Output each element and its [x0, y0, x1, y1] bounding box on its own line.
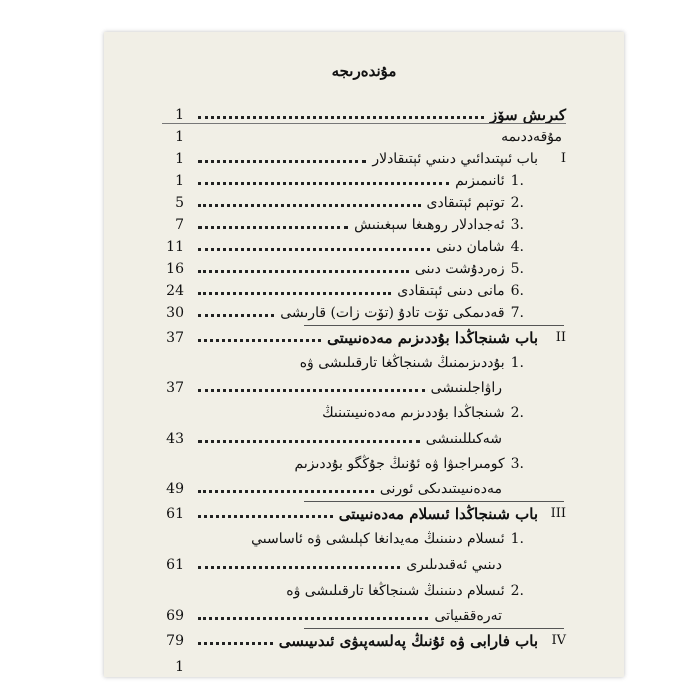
dot-leader: [198, 200, 421, 207]
toc-page-number: 79: [166, 633, 184, 649]
section-rule: [304, 325, 564, 326]
toc-entry: [162, 192, 566, 214]
toc-entry-content: [190, 478, 566, 500]
toc-entry: [162, 453, 566, 475]
toc-entry-title: زەردۇشت دىنى: [414, 261, 505, 277]
toc-entry: [162, 554, 566, 576]
toc-entry-content: [190, 126, 566, 148]
toc-entry: [162, 327, 566, 349]
section-number: 2.: [510, 195, 524, 211]
toc-entry-title: باب ئىپتىدائىي دىنىي ئېتىقادلار: [372, 151, 538, 167]
toc-entry-title: مانى دىنى ئېتىقادى: [397, 283, 505, 299]
toc-entry-title: توتېم ئېتىقادى: [426, 195, 505, 211]
toc-entry: [162, 258, 566, 280]
toc-entry: [162, 377, 566, 399]
toc-entry-title: دىنىي ئەقىدىلىرى: [406, 557, 502, 573]
section-number: 5.: [510, 261, 524, 277]
section-number: 6.: [510, 283, 524, 299]
toc-entry-title: باب فارابى ۋە ئۇنىڭ پەلسەپىۋى ئىدىيىسى: [278, 632, 538, 650]
dot-leader: [198, 288, 391, 295]
toc-entry-content: [190, 148, 566, 170]
toc-entry: [162, 148, 566, 170]
toc-entry-content: [190, 377, 566, 399]
toc-entry-content: [190, 605, 566, 627]
toc-page-number: 61: [166, 557, 184, 573]
section-number: 2.: [510, 405, 524, 421]
toc-page-number: 16: [166, 261, 184, 277]
toc-entry-content: [190, 503, 566, 525]
section-number: 3.: [510, 217, 524, 233]
dot-leader: [198, 436, 420, 443]
toc-page-number: 43: [166, 431, 184, 447]
toc-entry-title: تەرەققىياتى: [434, 608, 502, 624]
toc-entry: [162, 302, 566, 324]
toc-entry-content: [190, 630, 566, 652]
toc-entry: [162, 402, 566, 424]
toc-entry: [162, 236, 566, 258]
toc-entry-title: ئىسلام دىنىنىڭ شىنجاڭغا تارقىلىشى ۋە: [286, 583, 505, 599]
chapter-roman-numeral: II: [555, 330, 566, 345]
toc-page-number: 1: [175, 107, 184, 123]
toc-entry: [162, 503, 566, 525]
toc-entry-title: بۇددىزىمنىڭ شىنجاڭغا تارقىلىشى ۋە: [299, 355, 505, 371]
toc-entry-title: باب شىنجاڭدا ئىسلام مەدەنىيىتى: [338, 505, 538, 523]
chapter-roman-numeral: I: [560, 151, 566, 166]
toc-entry-content: [190, 170, 566, 192]
toc-entry-title: ئانىمىزىم: [455, 173, 505, 189]
dot-leader: [198, 562, 400, 569]
section-rule: [304, 501, 564, 502]
toc-page-number: 1: [175, 659, 184, 675]
toc-entry-title: قەدىمكى تۆت تادۇ (تۆت زات) قارىشى: [280, 305, 505, 321]
section-number: 3.: [510, 456, 524, 472]
section-number: 1.: [510, 531, 524, 547]
toc-entry: [162, 104, 566, 126]
toc-entry-title: ئەجدادلار روھىغا سېغىنىش: [354, 217, 505, 233]
dot-leader: [198, 613, 428, 620]
toc-page-number: 5: [175, 195, 184, 211]
toc-entry: [162, 280, 566, 302]
toc-page-number: 37: [166, 330, 184, 346]
toc-title: مۇندەرىجە: [331, 62, 397, 80]
toc-entry: [162, 170, 566, 192]
toc-entry: [162, 656, 566, 677]
section-number: 7.: [510, 305, 524, 321]
toc-entry-content: [190, 580, 566, 602]
section-number: 4.: [510, 239, 524, 255]
dot-leader: [198, 266, 409, 273]
toc-entry-content: [190, 402, 566, 424]
toc-entry-content: [190, 280, 566, 302]
section-number: 1.: [510, 173, 524, 189]
dot-leader: [198, 112, 484, 119]
toc-entry-content: [190, 327, 566, 349]
toc-entry-title: مۇقەددىمە: [501, 129, 562, 145]
toc-entry-title: كومىراجىۋا ۋە ئۇنىڭ جۇڭگو بۇددىزىم: [294, 456, 505, 472]
dot-leader: [198, 486, 374, 493]
dot-leader: [198, 310, 274, 317]
dot-leader: [198, 638, 273, 645]
toc-page-number: 24: [166, 283, 184, 299]
toc-entry: [162, 580, 566, 602]
toc-entry-content: [190, 528, 566, 550]
toc-entry: [162, 214, 566, 236]
toc-entry-title: مەدەنىيىتىدىكى ئورنى: [379, 481, 502, 497]
toc-entry-content: [190, 258, 566, 280]
dot-leader: [198, 178, 449, 185]
dot-leader: [198, 222, 348, 229]
toc-page-number: 49: [166, 481, 184, 497]
toc-entry-content: [190, 192, 566, 214]
dot-leader: [198, 511, 333, 518]
toc-page-number: 1: [175, 129, 184, 145]
dot-leader: [198, 385, 425, 392]
toc-page-number: 30: [166, 305, 184, 321]
toc-page-number: 69: [166, 608, 184, 624]
toc-page-number: 7: [175, 217, 184, 233]
toc-entry-content: [190, 352, 566, 374]
chapter-roman-numeral: III: [550, 506, 566, 521]
toc-entry-content: [190, 554, 566, 576]
book-page: [104, 32, 624, 677]
toc-entry: [162, 352, 566, 374]
section-number: 1.: [510, 355, 524, 371]
toc-entry-title: ئىسلام دىنىنىڭ مەيدانغا كېلىشى ۋە ئاساسىي: [251, 531, 505, 547]
toc-page-number: 1: [175, 151, 184, 167]
toc-page-number: 1: [175, 173, 184, 189]
toc-page-number: 61: [166, 506, 184, 522]
dot-leader: [198, 156, 366, 163]
toc-entry: [162, 428, 566, 450]
heading-underline: [162, 123, 566, 124]
toc-entry-content: [190, 236, 566, 258]
toc-entry-title: باب شىنجاڭدا بۇددىزىم مەدەنىيىتى: [327, 329, 538, 347]
toc-entry-title: شەكىللىنىشى: [425, 431, 502, 447]
toc-entry-title: شامان دىنى: [436, 239, 505, 255]
toc-entry: [162, 630, 566, 652]
toc-entry: [162, 478, 566, 500]
chapter-roman-numeral: IV: [551, 633, 566, 648]
dot-leader: [198, 244, 430, 251]
toc-entry: [162, 528, 566, 550]
toc-entry-title: راۋاجلىنىشى: [430, 380, 502, 396]
toc-entry-content: [190, 428, 566, 450]
toc-entry-content: [190, 214, 566, 236]
toc-entry-title: شىنجاڭدا بۇددىزىم مەدەنىيىتىنىڭ: [322, 405, 505, 421]
toc-page-number: 11: [166, 239, 184, 255]
toc-entry: [162, 126, 566, 148]
toc-entry-title: كىرىش سۆز: [489, 106, 566, 124]
toc-page-number: 37: [166, 380, 184, 396]
toc-entry-content: [190, 453, 566, 475]
toc-entry-content: [190, 302, 566, 324]
section-number: 2.: [510, 583, 524, 599]
toc-entry: [162, 605, 566, 627]
dot-leader: [198, 335, 321, 342]
section-rule: [304, 628, 564, 629]
